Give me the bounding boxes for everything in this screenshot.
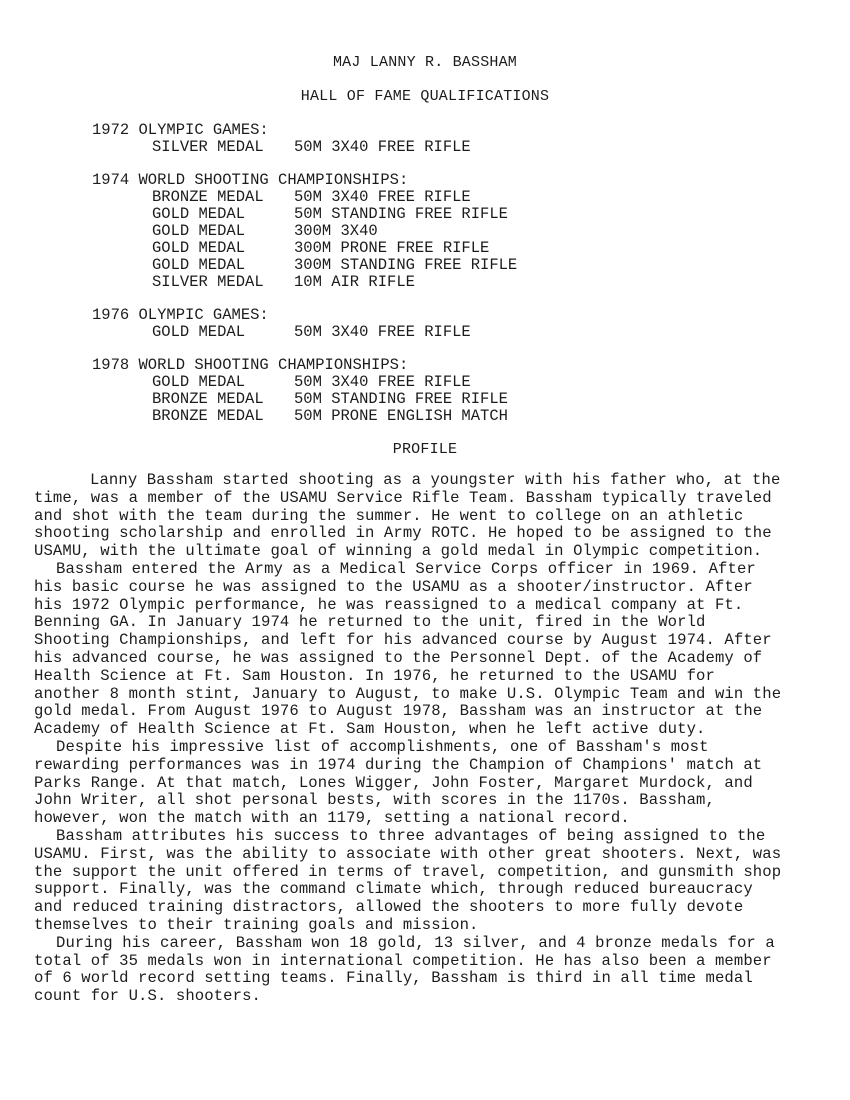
profile-paragraph: Bassham attributes his success to three advantages of being assigned to the USAMU. First, was the ability to associate with other great shooters. Next, was the support the unit offered in terms of travel, competition, and gunsmith shop support. Finally, was the command climate which, through reduced bureaucracy and reduced training distractors, allowed the shooters to more fully devote themselves to their training goals and mission.	[34, 826, 782, 934]
event-title: 1972 OLYMPIC GAMES:	[92, 121, 269, 139]
medal-label: BRONZE MEDAL	[152, 188, 264, 206]
medal-label: GOLD MEDAL	[152, 256, 246, 274]
result-row	[92, 257, 517, 274]
medal-label: BRONZE MEDAL	[152, 390, 264, 408]
result-row	[92, 189, 517, 206]
result-row	[92, 139, 517, 156]
profile-paragraph: Bassham entered the Army as a Medical Service Corps officer in 1969. After his basic course he was assigned to the USAMU as a shooter/instructor. After his 1972 Olympic performance, he was reassigned to a medical company at Ft. Benning GA. In January 1974 he returned to the unit, fired in the World Shooting Championships, and left for his advanced course by August 1974. After his advanced course, he was assigned to the Personnel Dept. of the Academy of Health Science at Ft. Sam Houston. In 1976, he returned to the USAMU for another 8 month stint, January to August, to make U.S. Olympic Team and win the gold medal. From August 1976 to August 1978, Bassham was an instructor at the Academy of Health Science at Ft. Sam Houston, when he left active duty.	[34, 559, 782, 739]
result-row	[92, 391, 517, 408]
medal-label: GOLD MEDAL	[152, 205, 246, 223]
event-group	[92, 357, 517, 425]
medal-label: GOLD MEDAL	[152, 222, 246, 240]
discipline-label: 50M 3X40 FREE RIFLE	[294, 138, 471, 156]
discipline-label: 300M STANDING FREE RIFLE	[294, 256, 518, 274]
profile-paragraph: Despite his impressive list of accomplishments, one of Bassham's most rewarding performances was in 1974 during the Champion of Champions' match at Parks Range. At that match, Lones Wigger, John Foster, Margaret Murdock, and John Writer, all shot personal bests, with scores in the 1170s. Bassham, however, won the match with an 1179, setting a national record.	[34, 737, 763, 828]
discipline-label: 300M 3X40	[294, 222, 378, 240]
discipline-label: 300M PRONE FREE RIFLE	[294, 239, 490, 257]
result-row	[92, 408, 517, 425]
profile-body	[34, 472, 790, 1006]
medal-label: BRONZE MEDAL	[152, 407, 264, 425]
medal-label: GOLD MEDAL	[152, 239, 246, 257]
discipline-label: 50M 3X40 FREE RIFLE	[294, 188, 471, 206]
event-title: 1976 OLYMPIC GAMES:	[92, 306, 269, 324]
discipline-label: 10M AIR RIFLE	[294, 273, 415, 291]
result-row	[92, 223, 517, 240]
result-row	[92, 374, 517, 391]
document-subtitle: HALL OF FAME QUALIFICATIONS	[300, 88, 550, 105]
event-group	[92, 172, 517, 291]
document-title: MAJ LANNY R. BASSHAM	[332, 54, 518, 71]
result-row	[92, 324, 517, 341]
result-row	[92, 240, 517, 257]
medal-label: SILVER MEDAL	[152, 273, 264, 291]
discipline-label: 50M STANDING FREE RIFLE	[294, 205, 508, 223]
profile-heading: PROFILE	[392, 441, 458, 458]
event-title: 1974 WORLD SHOOTING CHAMPIONSHIPS:	[92, 171, 409, 189]
medal-label: SILVER MEDAL	[152, 138, 264, 156]
qualifications-list	[92, 122, 517, 441]
event-group	[92, 307, 517, 341]
result-row	[92, 274, 517, 291]
discipline-label: 50M 3X40 FREE RIFLE	[294, 323, 471, 341]
medal-label: GOLD MEDAL	[152, 373, 246, 391]
discipline-label: 50M STANDING FREE RIFLE	[294, 390, 508, 408]
event-title: 1978 WORLD SHOOTING CHAMPIONSHIPS:	[92, 356, 409, 374]
medal-label: GOLD MEDAL	[152, 323, 246, 341]
profile-paragraph: Lanny Bassham started shooting as a youngster with his father who, at the time, was a member of the USAMU Service Rifle Team. Bassham typically traveled and shot with the team during the summer. He went to college on an athletic shooting scholarship and enrolled in Army ROTC. He hoped to be assigned to the USAMU, with the ultimate goal of winning a gold medal in Olympic competition.	[34, 471, 781, 561]
discipline-label: 50M 3X40 FREE RIFLE	[294, 373, 471, 391]
discipline-label: 50M PRONE ENGLISH MATCH	[294, 407, 508, 425]
profile-paragraph: During his career, Bassham won 18 gold, 13 silver, and 4 bronze medals for a total of 35 medals won in international competition. He has also been a member of 6 world record setting teams. Finally, Bassham is third in all time medal count for U.S. shooters.	[34, 933, 775, 1006]
result-row	[92, 206, 517, 223]
event-group	[92, 122, 517, 156]
